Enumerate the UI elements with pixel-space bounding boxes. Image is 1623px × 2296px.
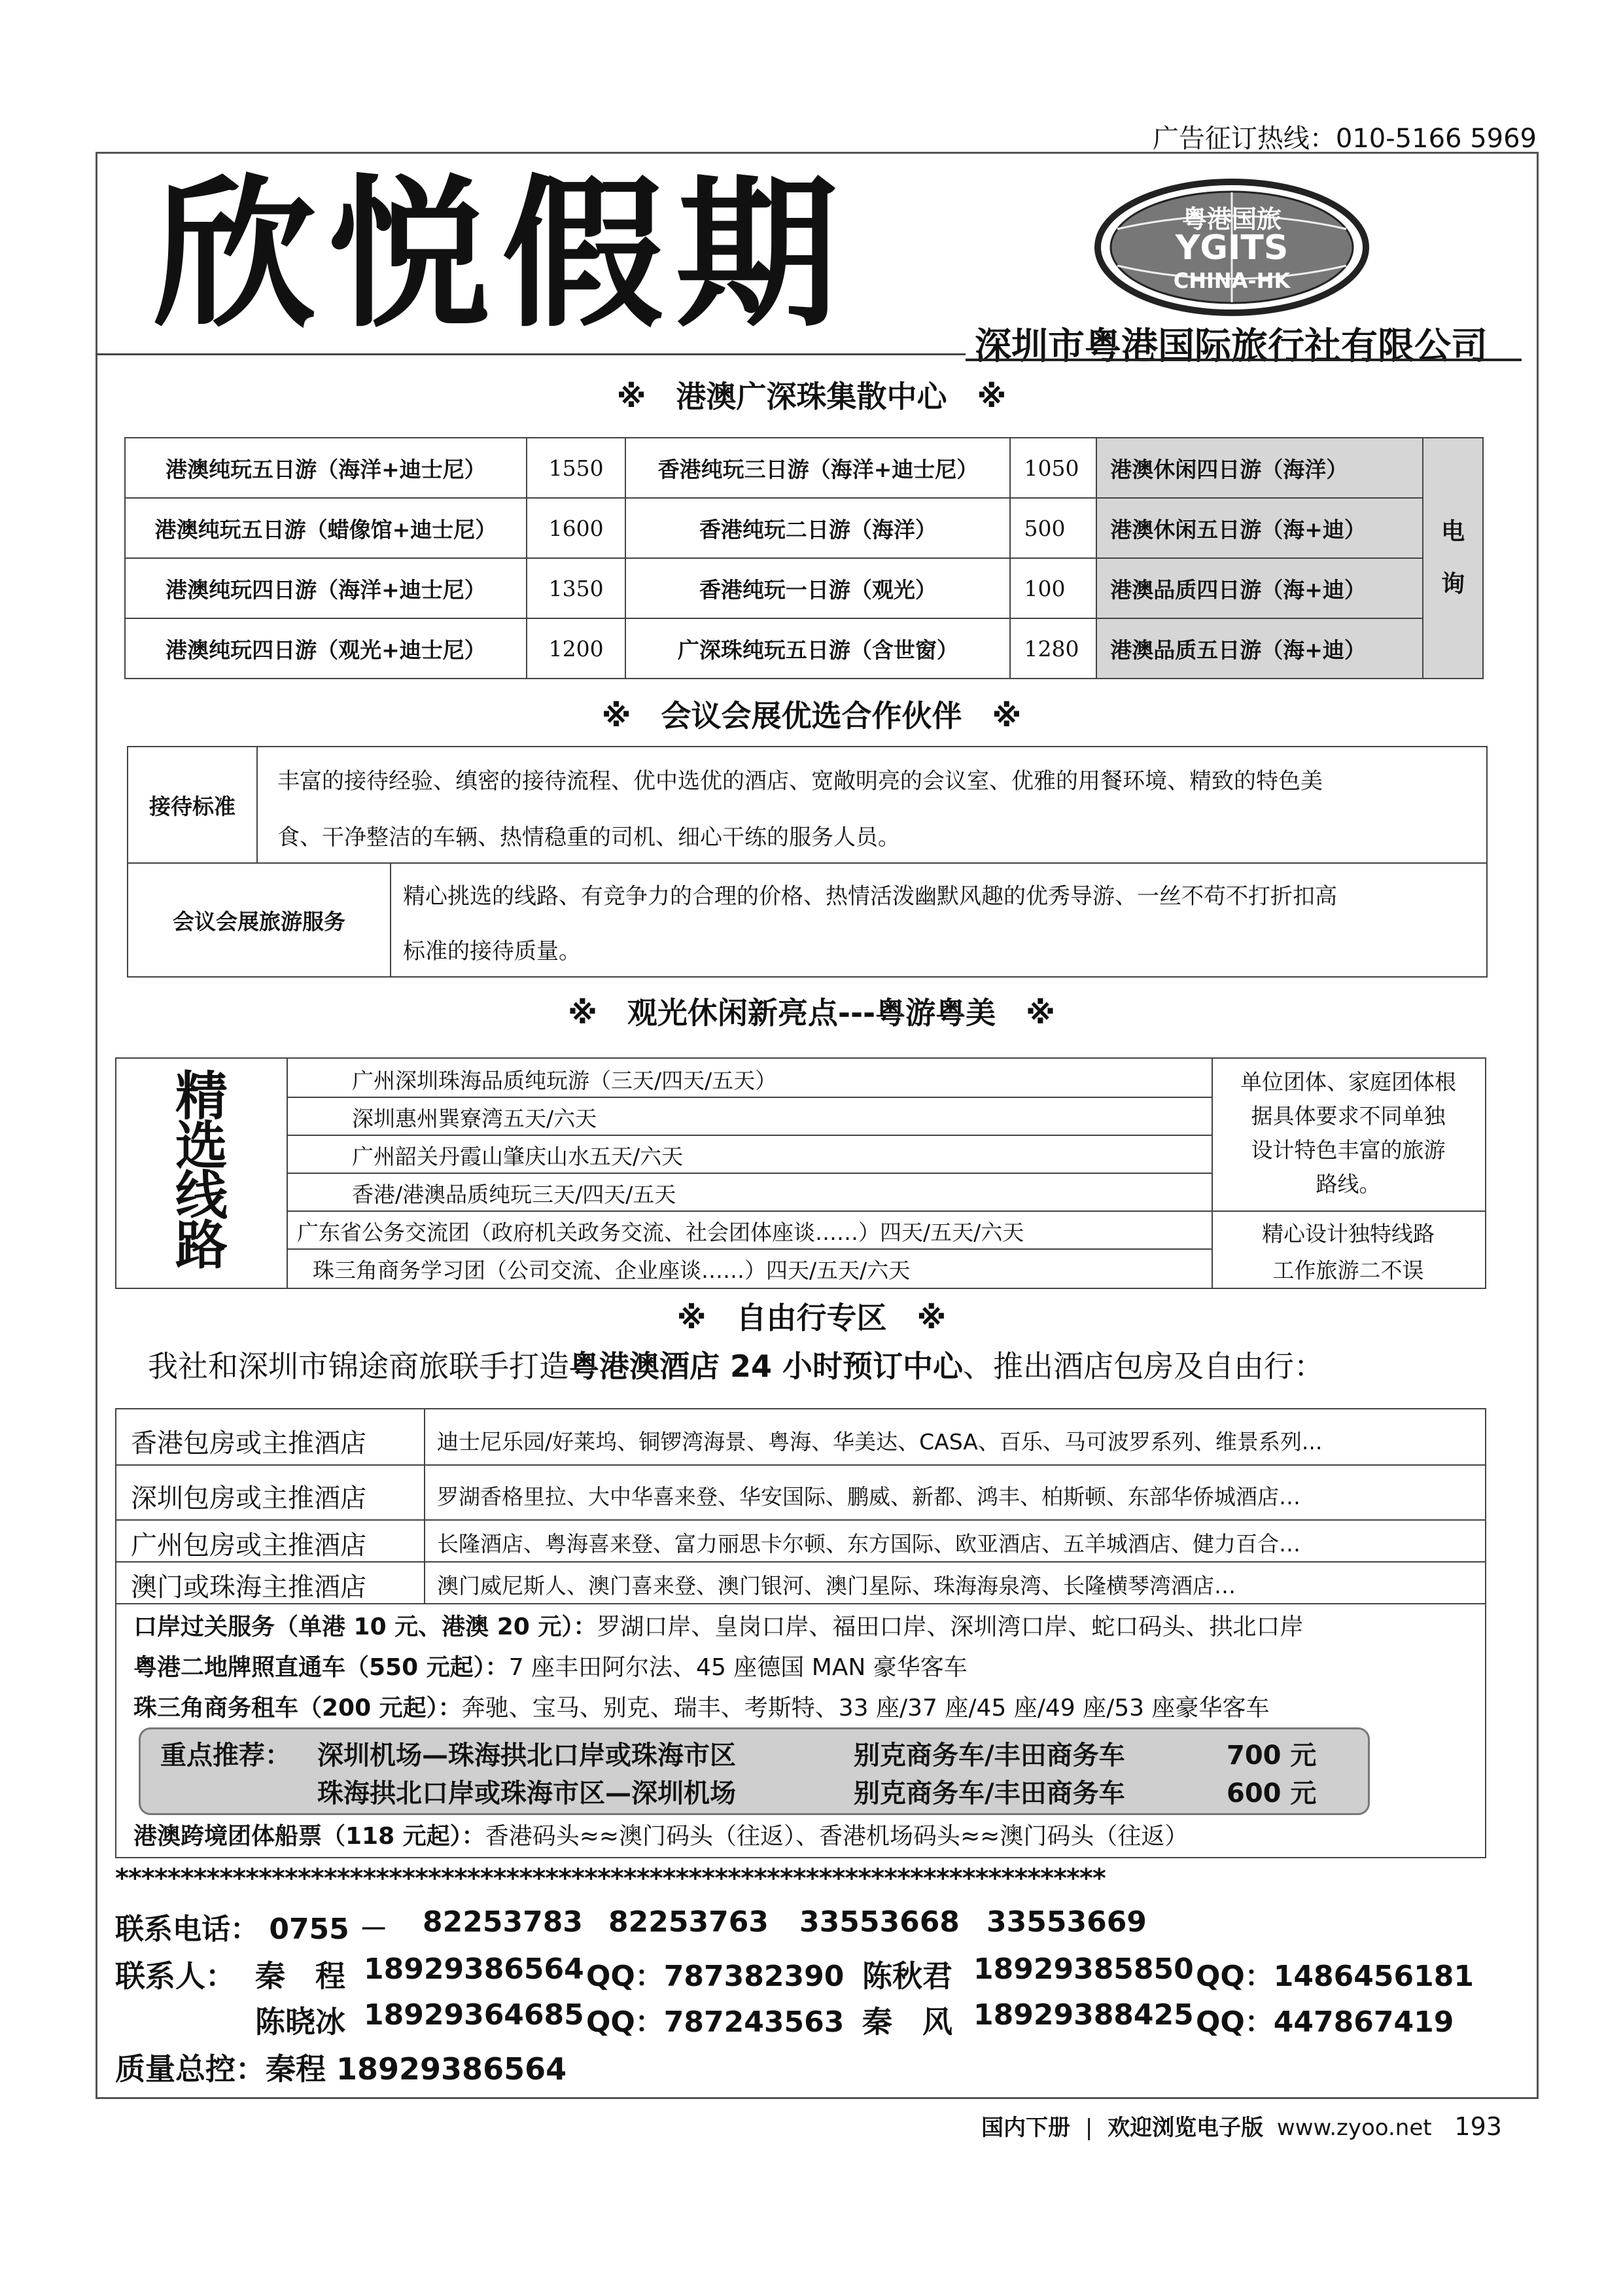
tour-price: 1350: [527, 558, 626, 618]
contact-person-label: 联系人：: [115, 1958, 236, 1994]
tour-name: 港澳纯玩五日游（海洋+迪士尼）: [125, 438, 527, 498]
service-label: 粤港二地牌照直通车（550 元起）：: [133, 1654, 509, 1681]
contact-mobile: 18929388425: [973, 1998, 1194, 2032]
hotel-list: 罗湖香格里拉、大中华喜来登、华安国际、鹏威、新都、鸿丰、柏斯顿、东部华侨城酒店…: [437, 1484, 1300, 1510]
hotel-list: 澳门威尼斯人、澳门喜来登、澳门银河、澳门星际、珠海海泉湾、长隆横琴湾酒店…: [437, 1573, 1236, 1598]
phone-prefix: 0755 －: [269, 1913, 389, 1946]
footer: [981, 2110, 1502, 2142]
free-travel-intro: [148, 1343, 1324, 1386]
tour-price: 1280: [1010, 618, 1096, 679]
tour-price: 1200: [527, 618, 626, 679]
side-label-char: 路: [175, 1215, 228, 1276]
quality-control-line: [115, 2045, 567, 2089]
ferry-text: 香港码头≈≈澳门码头（往返）、香港机场码头≈≈澳门码头（往返）: [485, 1823, 1189, 1850]
recommend-label: 重点推荐：: [160, 1740, 291, 1771]
contact-qq: QQ：1486456181: [1196, 1960, 1474, 1993]
header-rule-left: [96, 353, 966, 355]
recommend-car: 别克商务车/丰田商务车: [854, 1778, 1125, 1809]
tour-price-table: [124, 437, 1484, 679]
service-text: 罗湖口岸、皇岗口岸、福田口岸、深圳湾口岸、蛇口码头、拱北口岸: [597, 1614, 1304, 1640]
page-number: 193: [1454, 2112, 1502, 2141]
route-item: 广州深圳珠海品质纯玩游（三天/四天/五天）: [352, 1068, 777, 1093]
phone-number: 33553668: [799, 1905, 960, 1939]
ad-hotline: 广告征订热线：010-5166 5969: [1152, 124, 1537, 154]
reception-standard-text-1: 丰富的接待经验、缜密的接待流程、优中选优的酒店、宽敞明亮的会议室、优雅的用餐环境、精致的特色美: [277, 768, 1323, 794]
tour-name: 香港纯玩二日游（海洋）: [625, 498, 1010, 558]
tour-name: 香港纯玩一日游（观光）: [625, 558, 1010, 618]
section-title-sightseeing: ※ 观光休闲新亮点---粤游粤美 ※: [568, 995, 1055, 1031]
tour-name-inquiry: 港澳休闲五日游（海+迪）: [1096, 498, 1423, 558]
header-rule-right: [966, 359, 1522, 361]
phone-number: 82253763: [608, 1905, 769, 1939]
contact-mobile: 18929386564: [364, 1952, 584, 1986]
tour-price: 1600: [527, 498, 626, 558]
tour-name: 香港纯玩三日游（海洋+迪士尼）: [625, 438, 1010, 498]
route-item: 深圳惠州巽寮湾五天/六天: [352, 1106, 597, 1131]
inquire-char-1: 电: [1441, 518, 1465, 545]
contact-name: 陈晓冰: [255, 2004, 345, 2040]
contact-qq: QQ：787243563: [586, 2005, 845, 2039]
service-line: [133, 1608, 1303, 1642]
tour-name: 港澳纯玩五日游（蜡像馆+迪士尼）: [125, 498, 527, 558]
quality-label: 质量总控：: [115, 2051, 266, 2087]
footer-url: www.zyoo.net: [1276, 2115, 1432, 2141]
service-text: 奔驰、宝马、别克、瑞丰、考斯特、33 座/37 座/45 座/49 座/53 座豪华客车: [461, 1695, 1270, 1722]
service-text: 7 座丰田阿尔法、45 座德国 MAN 豪华客车: [508, 1654, 968, 1681]
star-divider: ****************************************************************************: [115, 1863, 1106, 1894]
recommend-route: 深圳机场—珠海拱北口岸或珠海市区: [317, 1740, 736, 1771]
logo-mid-text: YGITS: [1175, 228, 1289, 268]
logo-bottom-text: CHINA-HK: [1173, 268, 1291, 293]
meeting-table: [127, 746, 1488, 978]
recommend-box: [139, 1727, 1370, 1815]
section-title-free-travel: ※ 自由行专区 ※: [676, 1300, 947, 1335]
tour-price: 1550: [527, 438, 626, 498]
meeting-service-label: 会议会展旅游服务: [173, 908, 345, 934]
hotel-category: 深圳包房或主推酒店: [131, 1483, 366, 1513]
footer-separator: |: [1085, 2115, 1093, 2141]
service-line: [133, 1649, 968, 1682]
tour-name: 港澳纯玩四日游（观光+迪士尼）: [125, 618, 527, 679]
tour-name: 港澳纯玩四日游（海洋+迪士尼）: [125, 558, 527, 618]
intro-part: 我社和深圳市锦途商旅联手打造: [148, 1349, 569, 1384]
recommend-price: 600 元: [1227, 1778, 1317, 1809]
hotel-table: [115, 1408, 1486, 1604]
route-table: [115, 1057, 1486, 1289]
services-block: [115, 1602, 1486, 1858]
service-label: 口岸过关服务（单港 10 元、港澳 20 元）：: [133, 1614, 597, 1640]
contact-qq: QQ：787382390: [586, 1960, 845, 1993]
meeting-service-text-2: 标准的接待质量。: [403, 938, 581, 964]
contact-name: 陈秋君: [862, 1958, 952, 1994]
contact-mobile: 18929385850: [973, 1952, 1194, 1986]
contact-qq: QQ：447867419: [1196, 2005, 1454, 2039]
tour-price: 100: [1010, 558, 1096, 618]
footer-slogan: 欢迎浏览电子版: [1108, 2115, 1264, 2141]
contact-phone-line: [115, 1905, 388, 1947]
hotel-category: 广州包房或主推酒店: [131, 1530, 366, 1561]
route-item: 广东省公务交流团（政府机关政务交流、社会团体座谈……）四天/五天/六天: [297, 1220, 1024, 1245]
tour-name-inquiry: 港澳休闲四日游（海洋）: [1096, 438, 1423, 498]
route-note-line: 路线。: [1316, 1171, 1381, 1197]
phone-number: 82253783: [423, 1905, 583, 1939]
side-label-char: 精: [175, 1066, 228, 1127]
route-note2-line: 工作旅游二不误: [1272, 1258, 1424, 1283]
contact-mobile: 18929364685: [364, 1998, 584, 2032]
ferry-label: 港澳跨境团体船票（118 元起）：: [133, 1823, 485, 1850]
route-item: 珠三角商务学习团（公司交流、企业座谈……）四天/五天/六天: [313, 1258, 911, 1283]
tour-price: 500: [1010, 498, 1096, 558]
contact-name: 秦 风: [862, 2004, 952, 2040]
logo-top-text: 粤港国旅: [1181, 205, 1282, 234]
footer-volume: 国内下册: [981, 2115, 1070, 2141]
hotel-category: 澳门或珠海主推酒店: [131, 1572, 366, 1602]
contact-name: 秦 程: [255, 1958, 345, 1994]
service-line: [133, 1689, 1269, 1723]
tour-price: 1050: [1010, 438, 1096, 498]
company-logo: [1091, 177, 1372, 317]
brand-title: 欣悦假期: [154, 161, 850, 349]
company-name: 深圳市粤港国际旅行社有限公司: [975, 325, 1488, 368]
hotel-list: 迪士尼乐园/好莱坞、铜锣湾海景、粤海、华美达、CASA、百乐、马可波罗系列、维景系列...: [437, 1429, 1323, 1455]
ferry-line: [133, 1818, 1188, 1851]
route-note2-line: 精心设计独特线路: [1262, 1221, 1435, 1246]
route-note-line: 设计特色丰富的旅游: [1251, 1137, 1446, 1163]
inquire-char-2: 询: [1441, 571, 1465, 597]
recommend-car: 别克商务车/丰田商务车: [854, 1740, 1125, 1771]
tour-name-inquiry: 港澳品质四日游（海+迪）: [1096, 558, 1423, 618]
side-label-char: 线: [175, 1165, 228, 1226]
route-note-line: 据具体要求不同单独: [1251, 1103, 1446, 1129]
hotel-category: 香港包房或主推酒店: [131, 1428, 366, 1458]
recommend-price: 700 元: [1227, 1740, 1317, 1771]
intro-highlight: 粤港澳酒店 24 小时预订中心: [569, 1349, 964, 1384]
service-label: 珠三角商务租车（200 元起）：: [133, 1695, 462, 1722]
reception-standard-label: 接待标准: [149, 793, 236, 819]
hotel-list: 长隆酒店、粤海喜来登、富力丽思卡尔顿、东方国际、欧亚酒店、五羊城酒店、健力百合…: [437, 1531, 1300, 1557]
phone-label: 联系电话：: [115, 1913, 259, 1946]
tour-name-inquiry: 港澳品质五日游（海+迪）: [1096, 618, 1423, 679]
quality-value: 秦程 18929386564: [266, 2051, 567, 2087]
side-label-char: 选: [175, 1116, 228, 1176]
tour-name: 广深珠纯玩五日游（含世窗）: [625, 618, 1010, 679]
route-note-line: 单位团体、家庭团体根: [1240, 1069, 1456, 1095]
reception-standard-text-2: 食、干净整洁的车辆、热情稳重的司机、细心干练的服务人员。: [277, 824, 900, 851]
section-title-tours: ※ 港澳广深珠集散中心 ※: [616, 379, 1007, 414]
route-item: 广州韶关丹霞山肇庆山水五天/六天: [352, 1144, 684, 1169]
recommend-route: 珠海拱北口岸或珠海市区—深圳机场: [317, 1778, 736, 1809]
route-item: 香港/港澳品质纯玩三天/四天/五天: [352, 1182, 676, 1207]
meeting-service-text-1: 精心挑选的线路、有竞争力的合理的价格、热情活泼幽默风趣的优秀导游、一丝不苟不打折扣高: [403, 883, 1337, 910]
section-title-meetings: ※ 会议会展优选合作伙伴 ※: [601, 698, 1022, 733]
intro-part: 、推出酒店包房及自由行：: [963, 1349, 1325, 1384]
phone-number: 33553669: [986, 1905, 1147, 1939]
